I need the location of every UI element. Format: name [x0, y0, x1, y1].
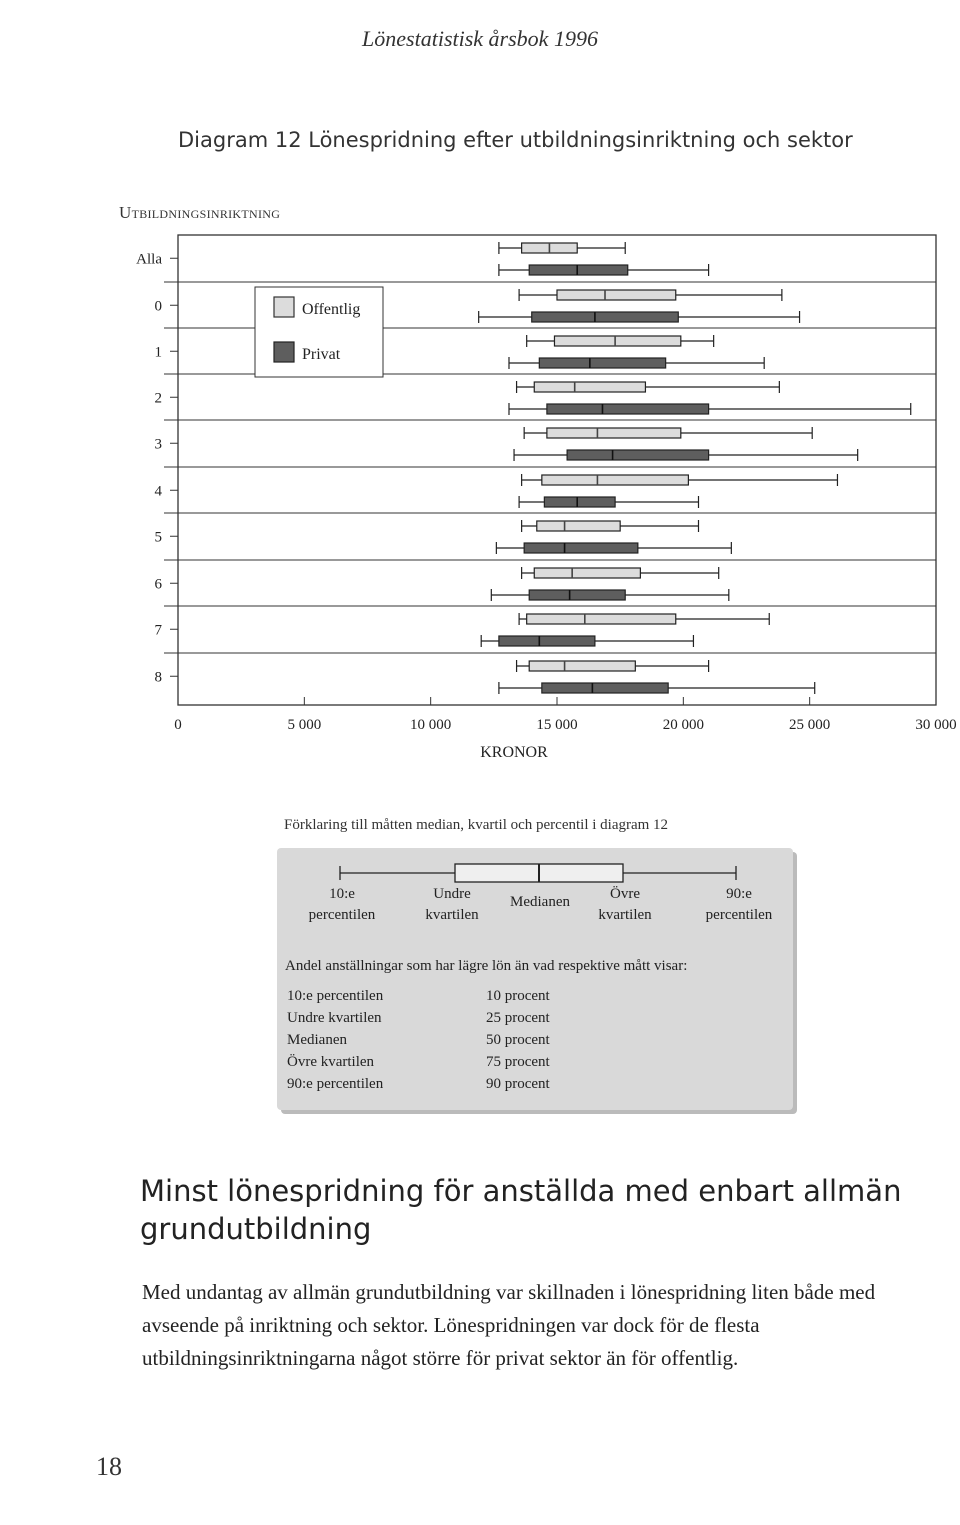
iqr-box: [534, 382, 645, 392]
box-offentlig: [527, 335, 714, 347]
box-offentlig: [522, 520, 699, 532]
section-heading: Minst lönespridning för anställda med enbart allmän grundutbildning: [140, 1174, 902, 1246]
iqr-box: [554, 336, 680, 346]
y-tick-label: 3: [154, 436, 162, 453]
y-tick-label: Alla: [136, 251, 162, 268]
legend-label-public: Offentlig: [302, 301, 361, 318]
box-privat: [481, 635, 693, 647]
iqr-box: [529, 265, 628, 275]
box-offentlig: [517, 381, 780, 393]
explanation-box: [277, 848, 793, 1110]
y-tick-label: 5: [154, 529, 162, 546]
explanation-row-measure: Övre kvartilen: [287, 1054, 375, 1070]
box-privat: [509, 357, 764, 369]
box-privat: [491, 589, 729, 601]
x-tick-label: 30 000: [915, 717, 957, 733]
iqr-box: [529, 661, 635, 671]
iqr-box: [499, 636, 595, 646]
y-tick-label: 4: [154, 483, 162, 500]
iqr-box: [537, 521, 620, 531]
explanation-row-share: 75 procent: [486, 1054, 550, 1070]
explanation-row-measure: 10:e percentilen: [287, 988, 384, 1004]
box-offentlig: [524, 427, 812, 439]
explanation-row-share: 25 procent: [486, 1010, 550, 1026]
explanation-label-p10: 10:e percentilen: [308, 886, 376, 923]
explanation-intro: Andel anställningar som har lägre lön än vad respektive mått visar:: [285, 958, 688, 974]
iqr-box: [532, 312, 679, 322]
body-paragraph: Med undantag av allmän grundutbildning var skillnaden i lönespridning liten både med avseende på inriktning och sektor. Lönespridningen var dock för de flesta utbildningsinriktningarna något större för privat sektor än för offentlig.: [142, 1280, 876, 1370]
y-tick-label: 6: [154, 576, 162, 593]
x-tick-label: 15 000: [536, 717, 578, 733]
x-tick-label: 20 000: [662, 717, 704, 733]
explanation-label-q1: Undre kvartilen: [425, 886, 479, 923]
iqr-box: [534, 568, 640, 578]
x-tick-label: 25 000: [789, 717, 831, 733]
iqr-box: [544, 497, 615, 507]
x-tick-label: 10 000: [410, 717, 452, 733]
category-axis-heading: Utbildningsinriktning: [119, 203, 281, 222]
boxplot-chart: [110, 225, 960, 770]
y-axis-labels: [136, 251, 178, 685]
iqr-box: [567, 450, 708, 460]
page-number: 18: [96, 1452, 122, 1481]
explanation-row-share: 50 procent: [486, 1032, 550, 1048]
y-tick-label: 0: [154, 298, 162, 315]
running-header: Lönestatistisk årsbok 1996: [362, 26, 598, 51]
box-offentlig: [517, 660, 709, 672]
explanation-label-p90: 90:e percentilen: [705, 886, 773, 923]
box-privat: [499, 264, 709, 276]
iqr-box: [529, 590, 625, 600]
legend-label-private: Privat: [302, 346, 341, 363]
y-tick-label: 7: [154, 622, 162, 639]
box-offentlig: [519, 613, 769, 625]
x-axis-label: KRONOR: [480, 744, 548, 761]
explanation-label-median: Medianen: [510, 894, 570, 910]
iqr-box: [539, 358, 665, 368]
box-privat: [479, 311, 800, 323]
y-tick-label: 1: [154, 344, 162, 361]
iqr-box: [524, 543, 638, 553]
y-tick-label: 8: [154, 669, 162, 686]
box-privat: [509, 403, 911, 415]
explanation-row-share: 10 procent: [486, 988, 550, 1004]
y-tick-label: 2: [154, 390, 162, 407]
explanation-row-measure: Undre kvartilen: [287, 1010, 382, 1026]
box-privat: [514, 449, 858, 461]
box-series: [479, 242, 911, 694]
box-privat: [499, 682, 815, 694]
explanation-caption: Förklaring till måtten median, kvartil och percentil i diagram 12: [284, 817, 669, 833]
chart-legend: [255, 287, 383, 377]
box-privat: [519, 496, 698, 508]
legend-swatch-private: [274, 342, 294, 362]
iqr-box: [542, 475, 689, 485]
explanation-row-share: 90 procent: [486, 1076, 550, 1092]
box-offentlig: [499, 242, 625, 254]
box-offentlig: [522, 474, 838, 486]
x-tick-label: 0: [174, 717, 182, 733]
iqr-box: [547, 404, 709, 414]
x-tick-label: 5 000: [287, 717, 322, 733]
legend-swatch-public: [274, 297, 294, 317]
explanation-row-measure: 90:e percentilen: [287, 1076, 384, 1092]
x-axis-ticks: [174, 697, 956, 733]
box-offentlig: [522, 567, 719, 579]
iqr-box: [547, 428, 681, 438]
explanation-label-q3: Övre kvartilen: [598, 886, 652, 923]
box-offentlig: [519, 289, 782, 301]
box-privat: [496, 542, 731, 554]
iqr-box: [542, 683, 668, 693]
iqr-box: [527, 614, 676, 624]
explanation-row-measure: Medianen: [287, 1032, 347, 1048]
diagram-title: Diagram 12 Lönespridning efter utbildningsinriktning och sektor: [178, 128, 853, 152]
iqr-box: [557, 290, 676, 300]
